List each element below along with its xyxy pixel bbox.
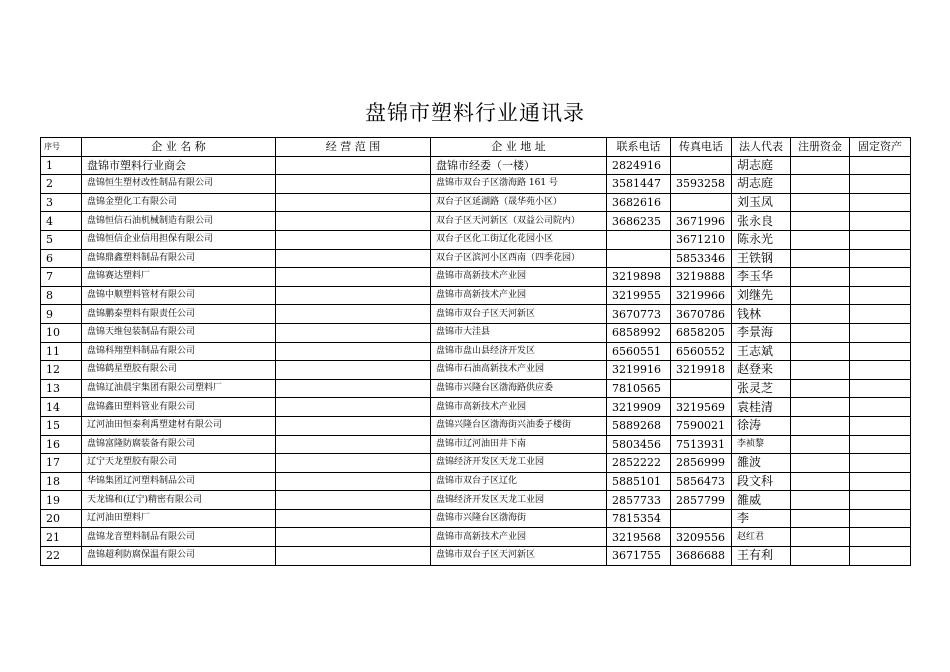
cell-assets xyxy=(850,435,911,454)
cell-capital xyxy=(791,175,850,194)
cell-rep: 王铁钢 xyxy=(732,249,791,268)
cell-scope xyxy=(276,156,431,175)
cell-phone: 3670773 xyxy=(607,305,671,324)
cell-name: 华锦集团辽河塑料制品公司 xyxy=(82,472,276,491)
table-row xyxy=(41,472,911,491)
cell-address: 盘锦市兴隆台区渤海街 xyxy=(431,509,607,528)
cell-no: 11 xyxy=(41,342,82,361)
cell-phone xyxy=(607,249,671,268)
table-row xyxy=(41,528,911,547)
cell-assets xyxy=(850,509,911,528)
cell-no: 2 xyxy=(41,175,82,194)
cell-no: 21 xyxy=(41,528,82,547)
table-row xyxy=(41,175,911,194)
table-row xyxy=(41,435,911,454)
cell-rep: 刘玉凤 xyxy=(732,193,791,212)
cell-address: 盘锦市双台子区辽化 xyxy=(431,472,607,491)
cell-fax: 5853346 xyxy=(671,249,732,268)
cell-no: 14 xyxy=(41,398,82,417)
table-row xyxy=(41,379,911,398)
cell-assets xyxy=(850,416,911,435)
cell-fax xyxy=(671,379,732,398)
directory-table xyxy=(40,137,911,566)
cell-rep: 李玉华 xyxy=(732,268,791,287)
cell-address: 盘锦市双台子区天河新区 xyxy=(431,305,607,324)
cell-name: 盘锦金塑化工有限公司 xyxy=(82,193,276,212)
cell-no: 1 xyxy=(41,156,82,175)
cell-fax: 3670786 xyxy=(671,305,732,324)
cell-assets xyxy=(850,286,911,305)
cell-address: 盘锦市石油高新技术产业园 xyxy=(431,361,607,380)
table-row xyxy=(41,230,911,249)
cell-no: 9 xyxy=(41,305,82,324)
cell-rep: 胡志庭 xyxy=(732,175,791,194)
cell-assets xyxy=(850,268,911,287)
cell-assets xyxy=(850,156,911,175)
cell-fax: 3209556 xyxy=(671,528,732,547)
cell-name: 盘锦超利防腐保温有限公司 xyxy=(82,547,276,566)
col-header-no: 序号 xyxy=(41,138,82,157)
cell-name: 盘锦富隆防腐装备有限公司 xyxy=(82,435,276,454)
table-row xyxy=(41,491,911,510)
cell-phone: 7810565 xyxy=(607,379,671,398)
cell-no: 7 xyxy=(41,268,82,287)
cell-fax xyxy=(671,509,732,528)
cell-phone: 5803456 xyxy=(607,435,671,454)
cell-phone: 3671755 xyxy=(607,547,671,566)
cell-scope xyxy=(276,491,431,510)
cell-scope xyxy=(276,212,431,231)
cell-scope xyxy=(276,435,431,454)
cell-rep: 徐涛 xyxy=(732,416,791,435)
cell-fax: 7513931 xyxy=(671,435,732,454)
table-row xyxy=(41,268,911,287)
table-row xyxy=(41,249,911,268)
cell-no: 20 xyxy=(41,509,82,528)
cell-rep: 陈永光 xyxy=(732,230,791,249)
cell-name: 辽宁天龙塑胶有限公司 xyxy=(82,454,276,473)
cell-capital xyxy=(791,528,850,547)
cell-phone: 7815354 xyxy=(607,509,671,528)
table-row xyxy=(41,286,911,305)
cell-name: 盘锦龙音塑料制品有限公司 xyxy=(82,528,276,547)
cell-no: 17 xyxy=(41,454,82,473)
cell-scope xyxy=(276,361,431,380)
cell-no: 6 xyxy=(41,249,82,268)
col-header-capital: 注册资金 xyxy=(791,138,850,157)
table-row xyxy=(41,398,911,417)
cell-name: 盘锦恒生塑材改性制品有限公司 xyxy=(82,175,276,194)
cell-assets xyxy=(850,547,911,566)
cell-address: 盘锦兴隆台区渤海街兴油委子楼街 xyxy=(431,416,607,435)
cell-no: 22 xyxy=(41,547,82,566)
cell-no: 3 xyxy=(41,193,82,212)
cell-no: 12 xyxy=(41,361,82,380)
cell-phone: 3219916 xyxy=(607,361,671,380)
col-header-scope: 经 营 范 围 xyxy=(276,138,431,157)
cell-capital xyxy=(791,212,850,231)
cell-rep: 赵登来 xyxy=(732,361,791,380)
cell-scope xyxy=(276,323,431,342)
cell-no: 18 xyxy=(41,472,82,491)
cell-assets xyxy=(850,175,911,194)
cell-rep: 王有利 xyxy=(732,547,791,566)
cell-capital xyxy=(791,249,850,268)
table-row xyxy=(41,416,911,435)
cell-rep: 张灵芝 xyxy=(732,379,791,398)
cell-assets xyxy=(850,379,911,398)
cell-scope xyxy=(276,268,431,287)
cell-fax: 2856999 xyxy=(671,454,732,473)
cell-assets xyxy=(850,342,911,361)
table-row xyxy=(41,305,911,324)
cell-no: 16 xyxy=(41,435,82,454)
cell-scope xyxy=(276,509,431,528)
cell-assets xyxy=(850,323,911,342)
cell-scope xyxy=(276,230,431,249)
cell-name: 盘锦鹤星塑胶有限公司 xyxy=(82,361,276,380)
cell-phone: 5889268 xyxy=(607,416,671,435)
cell-address: 盘锦市辽河油田井下南 xyxy=(431,435,607,454)
cell-rep: 胡志庭 xyxy=(732,156,791,175)
cell-scope xyxy=(276,472,431,491)
cell-phone: 3219898 xyxy=(607,268,671,287)
cell-address: 盘锦市双台子区天河新区 xyxy=(431,547,607,566)
cell-scope xyxy=(276,193,431,212)
cell-fax: 5856473 xyxy=(671,472,732,491)
cell-name: 辽河油田塑料厂 xyxy=(82,509,276,528)
cell-name: 盘锦中顺塑料管材有限公司 xyxy=(82,286,276,305)
table-row xyxy=(41,547,911,566)
cell-phone: 6858992 xyxy=(607,323,671,342)
cell-scope xyxy=(276,175,431,194)
cell-fax: 3219569 xyxy=(671,398,732,417)
cell-scope xyxy=(276,454,431,473)
cell-capital xyxy=(791,193,850,212)
cell-capital xyxy=(791,268,850,287)
cell-address: 盘锦经济开发区天龙工业园 xyxy=(431,454,607,473)
cell-rep: 雒波 xyxy=(732,454,791,473)
cell-no: 5 xyxy=(41,230,82,249)
cell-scope xyxy=(276,249,431,268)
cell-rep: 李 xyxy=(732,509,791,528)
cell-name: 盘锦天维包装制品有限公司 xyxy=(82,323,276,342)
col-header-rep: 法人代表 xyxy=(732,138,791,157)
cell-name: 盘锦鑫田塑料管业有限公司 xyxy=(82,398,276,417)
cell-phone: 2852222 xyxy=(607,454,671,473)
cell-fax: 3686688 xyxy=(671,547,732,566)
table-row xyxy=(41,454,911,473)
cell-rep: 钱林 xyxy=(732,305,791,324)
cell-capital xyxy=(791,361,850,380)
cell-fax xyxy=(671,156,732,175)
cell-name: 盘锦科翔塑料制品有限公司 xyxy=(82,342,276,361)
cell-name: 盘锦辽油晨宇集团有限公司塑料厂 xyxy=(82,379,276,398)
cell-address: 盘锦市大洼县 xyxy=(431,323,607,342)
cell-capital xyxy=(791,435,850,454)
cell-address: 盘锦市高新技术产业园 xyxy=(431,528,607,547)
cell-scope xyxy=(276,305,431,324)
cell-capital xyxy=(791,509,850,528)
col-header-phone: 联系电话 xyxy=(607,138,671,157)
cell-rep: 刘继先 xyxy=(732,286,791,305)
cell-assets xyxy=(850,398,911,417)
cell-address: 盘锦经济开发区天龙工业园 xyxy=(431,491,607,510)
col-header-name: 企 业 名 称 xyxy=(82,138,276,157)
cell-fax: 7590021 xyxy=(671,416,732,435)
cell-capital xyxy=(791,454,850,473)
col-header-assets: 固定资产 xyxy=(850,138,911,157)
cell-address: 盘锦市兴隆台区渤海路供应委 xyxy=(431,379,607,398)
cell-phone: 3219955 xyxy=(607,286,671,305)
cell-name: 盘锦恒信石油机械制造有限公司 xyxy=(82,212,276,231)
cell-rep: 李景海 xyxy=(732,323,791,342)
cell-capital xyxy=(791,472,850,491)
cell-assets xyxy=(850,528,911,547)
table-row xyxy=(41,361,911,380)
table-row xyxy=(41,193,911,212)
cell-phone: 6560551 xyxy=(607,342,671,361)
cell-phone: 3581447 xyxy=(607,175,671,194)
cell-scope xyxy=(276,416,431,435)
cell-address: 盘锦市双台子区渤海路 161 号 xyxy=(431,175,607,194)
cell-assets xyxy=(850,230,911,249)
cell-name: 盘锦市塑料行业商会 xyxy=(82,156,276,175)
cell-scope xyxy=(276,342,431,361)
cell-address: 盘锦市高新技术产业园 xyxy=(431,268,607,287)
cell-scope xyxy=(276,528,431,547)
header-row xyxy=(41,138,911,157)
cell-address: 盘锦市高新技术产业园 xyxy=(431,398,607,417)
cell-capital xyxy=(791,323,850,342)
cell-capital xyxy=(791,491,850,510)
cell-name: 盘锦鼎鑫塑料制品有限公司 xyxy=(82,249,276,268)
cell-address: 双台子区滨河小区西南（四季花园） xyxy=(431,249,607,268)
cell-address: 双台子区化工街辽化花园小区 xyxy=(431,230,607,249)
cell-scope xyxy=(276,286,431,305)
cell-no: 4 xyxy=(41,212,82,231)
cell-name: 盘锦赛达塑料厂 xyxy=(82,268,276,287)
cell-no: 15 xyxy=(41,416,82,435)
cell-phone: 5885101 xyxy=(607,472,671,491)
cell-fax: 2857799 xyxy=(671,491,732,510)
cell-assets xyxy=(850,472,911,491)
cell-rep: 王志斌 xyxy=(732,342,791,361)
cell-capital xyxy=(791,379,850,398)
cell-phone xyxy=(607,230,671,249)
cell-rep: 张永良 xyxy=(732,212,791,231)
cell-fax: 3593258 xyxy=(671,175,732,194)
cell-rep: 雒威 xyxy=(732,491,791,510)
cell-name: 盘锦恒信企业信用担保有限公司 xyxy=(82,230,276,249)
cell-rep: 赵红君 xyxy=(732,528,791,547)
cell-capital xyxy=(791,416,850,435)
cell-assets xyxy=(850,212,911,231)
cell-rep: 李祯黎 xyxy=(732,435,791,454)
cell-assets xyxy=(850,193,911,212)
cell-scope xyxy=(276,379,431,398)
cell-rep: 段文科 xyxy=(732,472,791,491)
cell-capital xyxy=(791,305,850,324)
table-row xyxy=(41,509,911,528)
cell-phone: 2857733 xyxy=(607,491,671,510)
cell-fax xyxy=(671,193,732,212)
cell-fax: 3671996 xyxy=(671,212,732,231)
cell-name: 天龙锦和(辽宁)精密有限公司 xyxy=(82,491,276,510)
cell-address: 盘锦市经委（一楼） xyxy=(431,156,607,175)
cell-assets xyxy=(850,305,911,324)
cell-phone: 3686235 xyxy=(607,212,671,231)
cell-capital xyxy=(791,398,850,417)
cell-capital xyxy=(791,156,850,175)
cell-no: 19 xyxy=(41,491,82,510)
cell-phone: 3682616 xyxy=(607,193,671,212)
cell-capital xyxy=(791,547,850,566)
cell-rep: 袁桂清 xyxy=(732,398,791,417)
cell-fax: 6858205 xyxy=(671,323,732,342)
table-row xyxy=(41,156,911,175)
cell-fax: 3219966 xyxy=(671,286,732,305)
cell-fax: 6560552 xyxy=(671,342,732,361)
cell-address: 盘锦市高新技术产业园 xyxy=(431,286,607,305)
cell-capital xyxy=(791,230,850,249)
table-row xyxy=(41,342,911,361)
table-row xyxy=(41,323,911,342)
cell-address: 双台子区天河新区（双益公司院内） xyxy=(431,212,607,231)
col-header-fax: 传真电话 xyxy=(671,138,732,157)
cell-fax: 3219918 xyxy=(671,361,732,380)
cell-address: 盘锦市盘山县经济开发区 xyxy=(431,342,607,361)
cell-no: 10 xyxy=(41,323,82,342)
col-header-address: 企 业 地 址 xyxy=(431,138,607,157)
cell-scope xyxy=(276,398,431,417)
cell-scope xyxy=(276,547,431,566)
cell-no: 8 xyxy=(41,286,82,305)
cell-phone: 3219568 xyxy=(607,528,671,547)
cell-capital xyxy=(791,286,850,305)
cell-no: 13 xyxy=(41,379,82,398)
cell-phone: 2824916 xyxy=(607,156,671,175)
cell-capital xyxy=(791,342,850,361)
cell-assets xyxy=(850,361,911,380)
cell-name: 辽河油田恒泰利禹塑建材有限公司 xyxy=(82,416,276,435)
page-title: 盘锦市塑料行业通讯录 xyxy=(365,101,585,125)
cell-assets xyxy=(850,454,911,473)
cell-fax: 3671210 xyxy=(671,230,732,249)
cell-name: 盘锦鹏泰塑料有限责任公司 xyxy=(82,305,276,324)
cell-assets xyxy=(850,249,911,268)
cell-phone: 3219909 xyxy=(607,398,671,417)
cell-assets xyxy=(850,491,911,510)
cell-fax: 3219888 xyxy=(671,268,732,287)
cell-address: 双台子区延湖路（晟华苑小区） xyxy=(431,193,607,212)
table-row xyxy=(41,212,911,231)
